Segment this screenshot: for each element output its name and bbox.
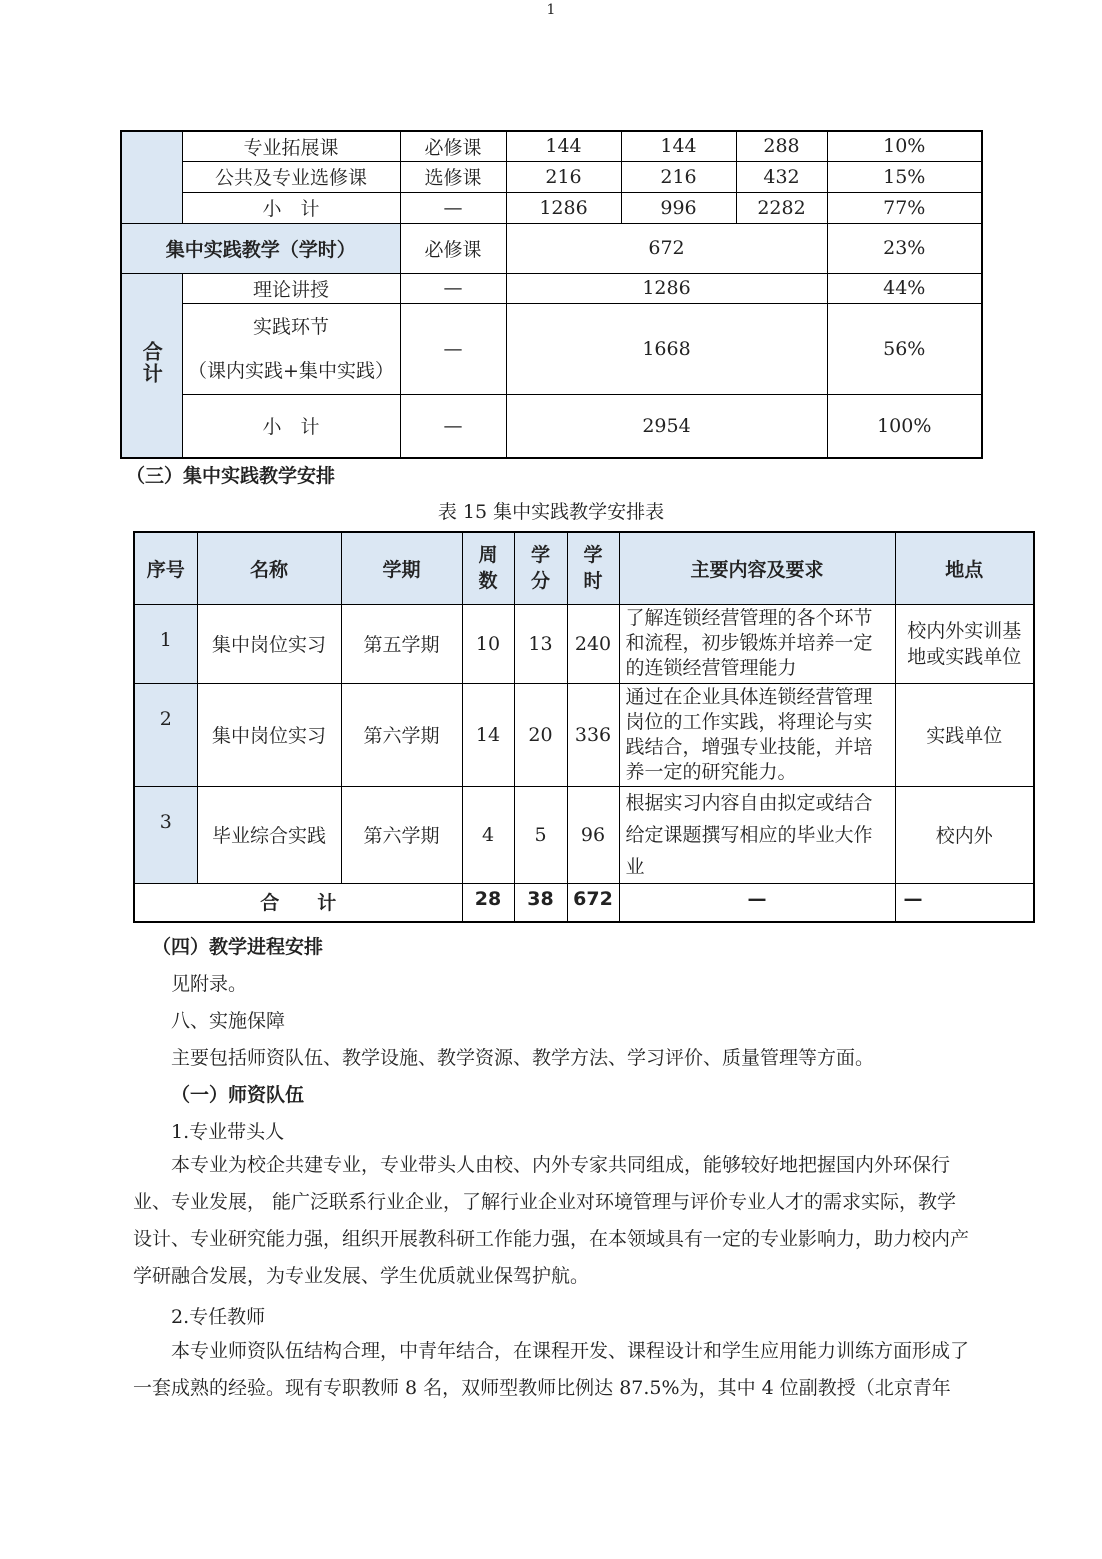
table-row: 3 毕业综合实践 第六学期 4 5 96 根据实习内容自由拟定或结合给定课题撰写相应的毕业大作业 校内外 — [134, 786, 1034, 883]
item1-heading: 1.专业带头人 — [171, 1121, 285, 1143]
page-number: 1 — [546, 2, 556, 18]
section3-heading: （三）集中实践教学安排 — [126, 465, 336, 487]
group-label-cell — [121, 131, 182, 223]
table-row: 实践环节 （课内实践+集中实践） — 1668 56% — [121, 303, 982, 394]
total-label: 合计 — [139, 340, 164, 385]
section4-text: 见附录。 — [171, 973, 248, 995]
credit-hours-table — [120, 130, 983, 459]
item1-paragraph: 本专业为校企共建专业，专业带头人由校、内外专家共同组成，能够较好地把握国内外环保行业、专业发展， 能广泛联系行业企业，了解行业企业对环境管理与评价专业人才的需求实际，教学设计、专业研究能力强，组织开展教科研工作能力强，在本领域具有一定的专业影响力，助力校内产学研融合发展，为专业发展、学生优质就业保驾护航。 — [133, 1154, 970, 1287]
total-label-cell — [121, 273, 182, 458]
table-row: 小 计 — 2954 100% — [121, 394, 982, 458]
table-row: 专业拓展课 必修课 144 144 288 10% — [121, 131, 982, 161]
table-row: 2 集中岗位实习 第六学期 14 20 336 通过在企业具体连锁经营管理岗位的工作实践，将理论与实践结合，增强专业技能，并培养一定的研究能力。 实践单位 — [134, 683, 1034, 786]
table-row: 合计 理论讲授 — 1286 44% — [121, 273, 982, 303]
table-row: 小 计 — 1286 996 2282 77% — [121, 192, 982, 223]
item2-paragraph: 本专业师资队伍结构合理，中青年结合，在课程开发、课程设计和学生应用能力训练方面形成了一套成熟的经验。现有专职教师 8 名，双师型教师比例达 87.5%为，其中 4 位副教授（北京青年 — [133, 1340, 970, 1399]
practice-schedule-table — [133, 531, 1035, 923]
table-header-row: 序号 名称 学期 周数 学分 学时 主要内容及要求 地点 — [134, 532, 1034, 604]
table-row: 公共及专业选修课 选修课 216 216 432 15% — [121, 161, 982, 192]
practice-label: 集中实践教学（学时） — [121, 223, 400, 273]
table2-caption: 表 15 集中实践教学安排表 — [437, 501, 665, 523]
section4-heading: （四）教学进程安排 — [152, 936, 324, 958]
item2-heading: 2.专任教师 — [171, 1306, 266, 1328]
table-total-row: 合 计 28 38 672 — — — [134, 883, 1034, 922]
table-row: 1 集中岗位实习 第五学期 10 13 240 了解连锁经营管理的各个环节和流程，初步锻炼并培养一定的连锁经营管理能力 校内外实训基地或实践单位 — [134, 604, 1034, 683]
sub1-heading: （一）师资队伍 — [171, 1084, 305, 1106]
chapter8-heading: 八、实施保障 — [171, 1010, 286, 1032]
table-row: 集中实践教学（学时） 必修课 672 23% — [121, 223, 982, 273]
chapter8-text: 主要包括师资队伍、教学设施、教学资源、教学方法、学习评价、质量管理等方面。 — [171, 1047, 875, 1069]
